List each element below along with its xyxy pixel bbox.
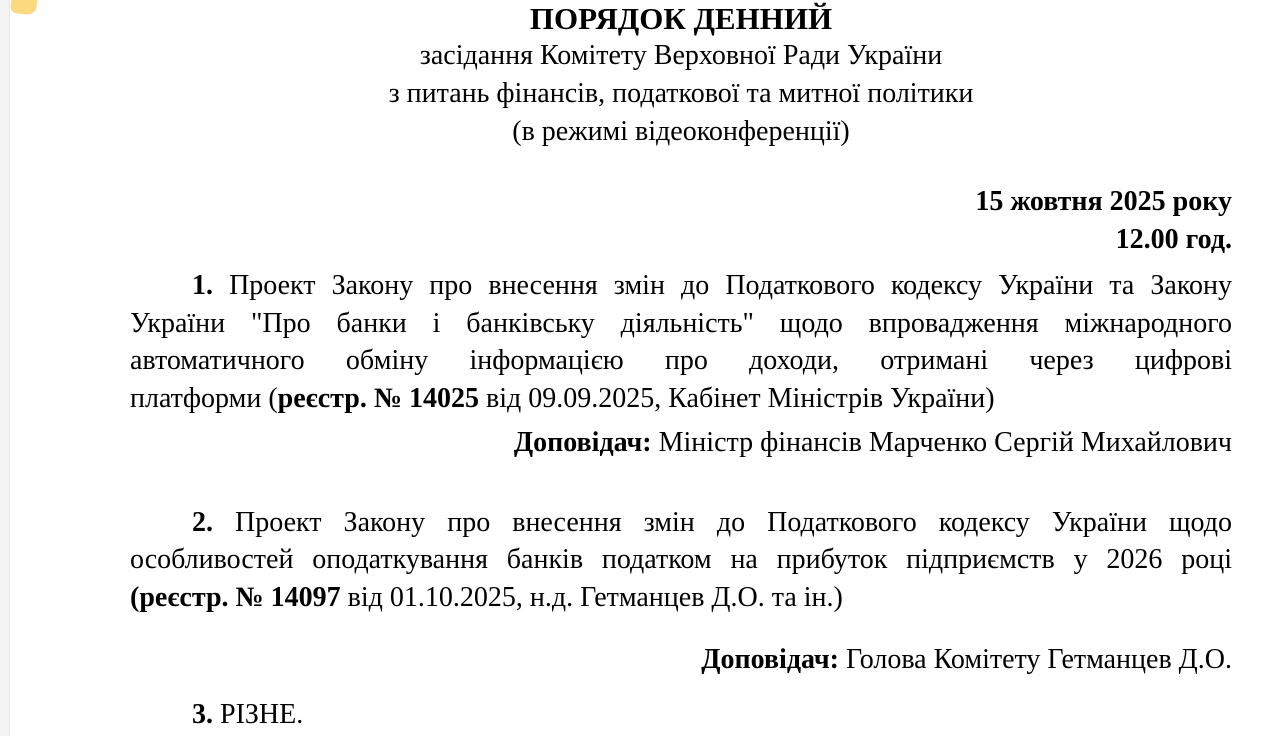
session-datetime: [130, 183, 1232, 258]
text-segment: платформи (: [130, 382, 278, 414]
doc-title: ПОРЯДОК ДЕННИЙ: [529, 1, 833, 36]
text-segment: автоматичного обміну інформацією про доходи, отримані через цифрові: [130, 345, 1232, 376]
agenda-item-2: [130, 504, 1232, 617]
text-line: [130, 541, 1232, 579]
doc-subtitle-committee-scope: з питань фінансів, податкової та митної політики: [388, 78, 974, 109]
speaker-name: Міністр фінансів Марченко Сергій Михайлович: [658, 427, 1232, 458]
document-content: [130, 0, 1232, 733]
speaker-line-1: [130, 424, 1232, 462]
text-line: [130, 504, 1232, 542]
text-segment: реєстр. № 14025: [277, 382, 479, 414]
text-line: [130, 380, 1232, 418]
text-segment: від 09.09.2025, Кабінет Міністрів України): [479, 382, 995, 414]
text-segment: 1.: [192, 270, 213, 301]
text-line: [130, 579, 1232, 617]
text-line: [130, 267, 1232, 305]
text-segment: РІЗНЕ.: [213, 698, 304, 730]
agenda-item-1: [130, 267, 1232, 417]
corner-highlight-mark: [10, 0, 38, 15]
speaker-line-2: [130, 641, 1232, 679]
text-segment: 3.: [192, 698, 213, 730]
doc-subtitle-format: (в режимі відеоконференції): [512, 116, 850, 147]
text-segment: особливостей оподаткування банків податком на прибуток підприємств у 2026 році: [130, 544, 1232, 575]
text-line: [130, 696, 1232, 734]
text-segment: (реєстр. № 14097: [130, 581, 341, 613]
text-line: [130, 342, 1232, 380]
speaker-label: Доповідач:: [513, 427, 652, 458]
text-line: [130, 305, 1232, 343]
agenda-item-3: [130, 696, 1232, 734]
text-segment: 2.: [192, 506, 213, 538]
doc-header: [130, 0, 1232, 151]
text-segment: Проект Закону про внесення змін до Податкового кодексу України та Закону: [213, 270, 1232, 301]
text-segment: від 01.10.2025, н.д. Гетманцев Д.О. та ін.): [340, 581, 843, 613]
session-time: 12.00 год.: [1115, 223, 1232, 255]
speaker-name: Голова Комітету Гетманцев Д.О.: [846, 644, 1232, 675]
text-segment: Проект Закону про внесення змін до Податкового кодексу України щодо: [213, 506, 1232, 538]
text-segment: України "Про банки і банківську діяльність" щодо впровадження міжнародного: [130, 307, 1232, 339]
doc-subtitle-committee: засідання Комітету Верховної Ради України: [419, 40, 943, 71]
session-date: 15 жовтня 2025 року: [975, 186, 1232, 217]
page-edge-strip: [0, 0, 10, 736]
speaker-label: Доповідач:: [701, 644, 839, 675]
